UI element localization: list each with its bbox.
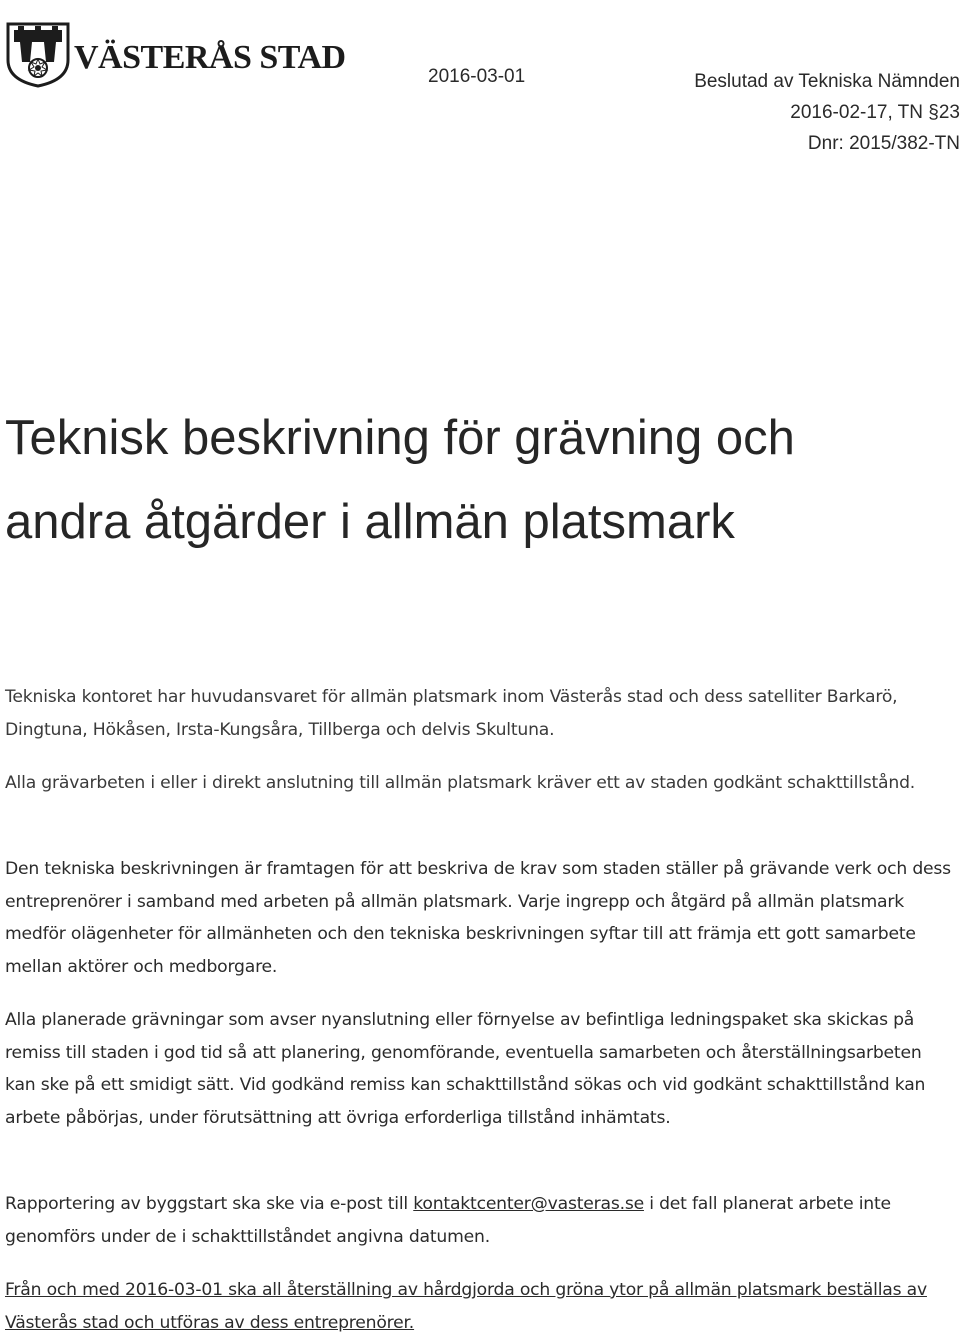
- decision-line: 2016-02-17, TN §23: [790, 102, 960, 123]
- logo-text: VÄSTERÅS STAD: [74, 39, 346, 76]
- paragraph-text: Från och med 2016-03-01 ska all återställning av hårdgjorda och gröna ytor på allmän platsmark beställas av Västerås stad och utföras av dess entreprenörer.: [5, 1280, 927, 1333]
- title-line: Teknisk beskrivning för grävning och: [5, 411, 795, 465]
- document-date: 2016-03-01: [428, 66, 526, 87]
- paragraph-planning: [5, 1004, 957, 1134]
- paragraph-purpose: [5, 853, 957, 983]
- paragraph-restoration: [5, 1274, 957, 1339]
- email-link[interactable]: kontaktcenter@vasteras.se: [413, 1194, 644, 1214]
- decision-line: Beslutad av Tekniska Nämnden: [694, 71, 960, 92]
- decision-info: [694, 66, 960, 159]
- text-span: Rapportering av byggstart ska ske via e-post till: [5, 1194, 414, 1214]
- paragraph-permit-required: [5, 767, 957, 800]
- paragraph-text: Tekniska kontoret har huvudansvaret för allmän platsmark inom Västerås stad och dess satelliter Barkarö, Dingtuna, Hökåsen, Irsta-Kungsåra, Tillberga och delvis Skultuna.: [5, 687, 898, 740]
- paragraph-responsibility: [5, 681, 957, 746]
- title-line: andra åtgärder i allmän platsmark: [5, 495, 735, 549]
- document-title: [5, 396, 955, 564]
- paragraph-reporting: [5, 1188, 957, 1253]
- paragraph-text: Den tekniska beskrivningen är framtagen för att beskriva de krav som staden ställer på grävande verk och dess entreprenörer i samband med arbeten på allmän platsmark. Varje ingrepp och åtgärd på allmän platsmark medför olägenheter för allmänheten och den tekniska beskrivningen syftar till att främja ett gott samarbete mellan aktörer och medborgare.: [5, 859, 951, 977]
- text-span: i det fall planerat arbete inte genomförs under de i schakttillståndet angivna datumen.: [5, 1194, 891, 1247]
- paragraph-text: [5, 1188, 957, 1253]
- logo-wordmark: [74, 38, 346, 78]
- paragraph-text: Alla planerade grävningar som avser nyanslutning eller förnyelse av befintliga ledningspaket ska skickas på remiss till staden i god tid så att planering, genomförande, eventuella samarbeten och återställningsarbeten kan ske på ett smidigt sätt. Vid godkänd remiss kan schakttillstånd sökas och vid godkänt schakttillstånd kan arbete påbörjas, under förutsättning att övriga erforderliga tillstånd inhämtats.: [5, 1010, 926, 1128]
- decision-line: Dnr: 2015/382-TN: [807, 133, 960, 154]
- paragraph-text: Alla grävarbeten i eller i direkt anslutning till allmän platsmark kräver ett av staden godkänt schakttillstånd.: [5, 773, 916, 793]
